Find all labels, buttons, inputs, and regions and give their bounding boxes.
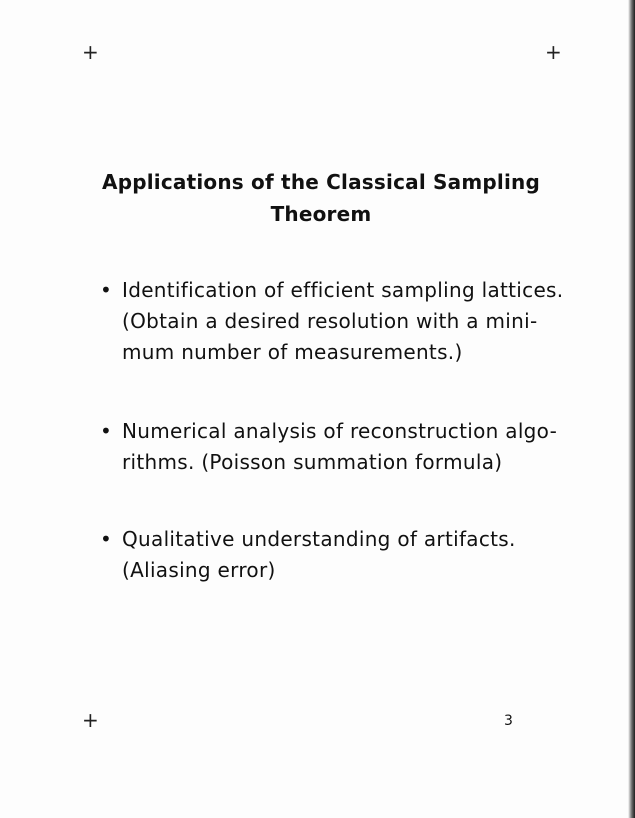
bullet-list — [100, 275, 570, 586]
registration-mark-top-right: + — [545, 40, 562, 64]
bullet-line: (Obtain a desired resolution with a mini- — [122, 309, 538, 333]
bullet-dot-icon: • — [100, 419, 113, 443]
bullet-line: Numerical analysis of reconstruction algo- — [122, 419, 558, 443]
bullet-dot-icon: • — [100, 527, 113, 551]
bullet-item — [100, 416, 570, 478]
bullet-line: (Aliasing error) — [122, 558, 276, 582]
bullet-line: rithms. (Poisson summation formula) — [122, 450, 503, 474]
title-line-1: Applications of the Classical Sampling — [102, 170, 540, 194]
page-number: 3 — [504, 713, 513, 729]
bullet-item — [100, 524, 570, 586]
bullet-line: Qualitative understanding of artifacts. — [122, 527, 516, 551]
title-line-2: Theorem — [270, 202, 372, 226]
bullet-line: Identification of efficient sampling lattices. — [122, 278, 564, 302]
registration-mark-top-left: + — [82, 40, 99, 64]
scan-edge-shadow — [628, 0, 635, 818]
bullet-dot-icon: • — [100, 278, 113, 302]
registration-mark-bottom-left: + — [82, 708, 99, 732]
bullet-item — [100, 275, 570, 368]
bullet-line: mum number of measurements.) — [122, 340, 463, 364]
slide-title — [60, 166, 582, 230]
